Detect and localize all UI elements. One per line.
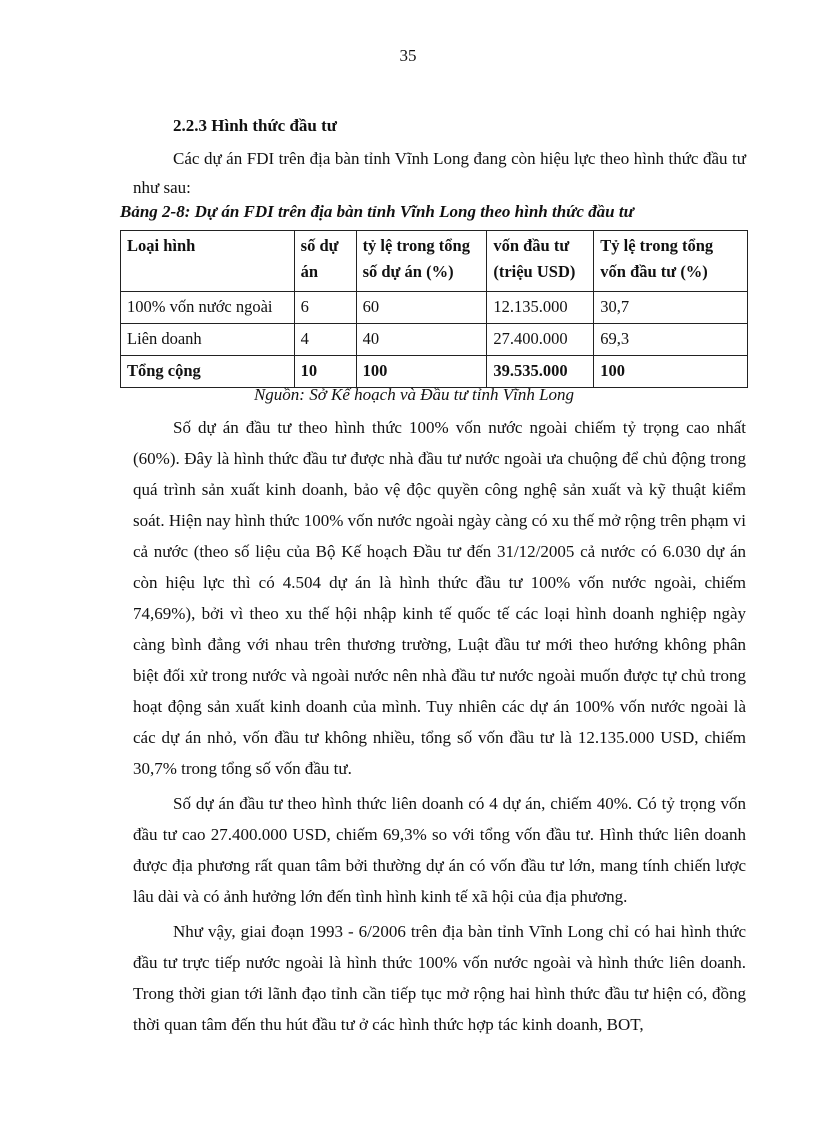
body-paragraph: Số dự án đầu tư theo hình thức 100% vốn nước ngoài chiếm tỷ trọng cao nhất (60%). Đây là hình thức đầu tư được nhà đầu tư nước ngoài ưa chuộng để chủ động trong quá trình sản xuất kinh doanh, bảo vệ độc quyền công nghệ sản xuất và kỹ thuật kiểm soát. Hiện nay hình thức 100% vốn nước ngoài ngày càng có xu thế mở rộng trên phạm vi cả nước (theo số liệu của Bộ Kế hoạch Đầu tư đến 31/12/2005 cả nước có 6.030 dự án còn hiệu lực thì có 4.504 dự án là hình thức đầu tư 100% vốn nước ngoài, chiếm 74,69%), bởi vì theo xu thế hội nhập kinh tế quốc tế các loại hình doanh nghiệp ngày càng bình đẳng với nhau trên thương trường, Luật đầu tư mới theo hướng không phân biệt đối xử trong nước và ngoài nước nên nhà đầu tư nước ngoài muốn được tự chủ trong hoạt động sản xuất kinh doanh của mình. Tuy nhiên các dự án 100% vốn nước ngoài là các dự án nhỏ, vốn đầu tư không nhiều, tổng số vốn đầu tư là 12.135.000 USD, chiếm 30,7% trong tổng số vốn đầu tư. xyxy=(133,418,746,778)
table-source: Nguồn: Sở Kế hoạch và Đầu tư tỉnh Vĩnh Long xyxy=(253,385,575,404)
table-caption: Bảng 2-8: Dự án FDI trên địa bàn tỉnh Vĩnh Long theo hình thức đầu tư xyxy=(120,202,634,221)
table-cell: 6 xyxy=(294,292,356,324)
page-number: 35 xyxy=(399,46,417,65)
table-cell: 100% vốn nước ngoài xyxy=(121,292,295,324)
table-cell: 69,3 xyxy=(594,324,748,356)
table-row xyxy=(121,292,748,324)
total-cell: 100 xyxy=(594,356,748,388)
intro-paragraph: Các dự án FDI trên địa bàn tỉnh Vĩnh Long đang còn hiệu lực theo hình thức đầu tư như sau: xyxy=(133,149,746,197)
fdi-table xyxy=(120,230,748,388)
body-paragraph: Như vậy, giai đoạn 1993 - 6/2006 trên địa bàn tỉnh Vĩnh Long chỉ có hai hình thức đầu tư trực tiếp nước ngoài là hình thức 100% vốn nước ngoài và hình thức liên doanh. Trong thời gian tới lãnh đạo tỉnh cần tiếp tục mở rộng hai hình thức đầu tư hiện có, đồng thời quan tâm đến thu hút đầu tư ở các hình thức hợp tác kinh doanh, BOT, xyxy=(133,922,746,1034)
table-header-row xyxy=(121,231,748,292)
total-cell: 39.535.000 xyxy=(487,356,594,388)
table-cell: 40 xyxy=(356,324,487,356)
table-cell: 60 xyxy=(356,292,487,324)
section-heading: 2.2.3 Hình thức đầu tư xyxy=(173,116,337,135)
header-cell-capital-share: Tỷ lệ trong tổng vốn đầu tư (%) xyxy=(594,231,748,292)
header-cell-count-share: tỷ lệ trong tổng số dự án (%) xyxy=(356,231,487,292)
table-cell: 12.135.000 xyxy=(487,292,594,324)
table-cell: 27.400.000 xyxy=(487,324,594,356)
header-cell-count: số dự án xyxy=(294,231,356,292)
total-cell: 10 xyxy=(294,356,356,388)
total-cell: Tổng cộng xyxy=(121,356,295,388)
body-paragraph: Số dự án đầu tư theo hình thức liên doanh có 4 dự án, chiếm 40%. Có tỷ trọng vốn đầu tư cao 27.400.000 USD, chiếm 69,3% so với tổng vốn đầu tư. Hình thức liên doanh được địa phương rất quan tâm bởi thường dự án có vốn đầu tư lớn, mang tính chiến lược lâu dài và có ảnh hưởng lớn đến tình hình kinh tế xã hội của địa phương. xyxy=(133,794,746,906)
header-cell-capital: vốn đầu tư (triệu USD) xyxy=(487,231,594,292)
total-cell: 100 xyxy=(356,356,487,388)
table-row xyxy=(121,324,748,356)
table-total-row xyxy=(121,356,748,388)
header-cell-type: Loại hình xyxy=(121,231,295,292)
table-cell: 4 xyxy=(294,324,356,356)
body-text xyxy=(133,412,746,1044)
table-cell: Liên doanh xyxy=(121,324,295,356)
table-cell: 30,7 xyxy=(594,292,748,324)
